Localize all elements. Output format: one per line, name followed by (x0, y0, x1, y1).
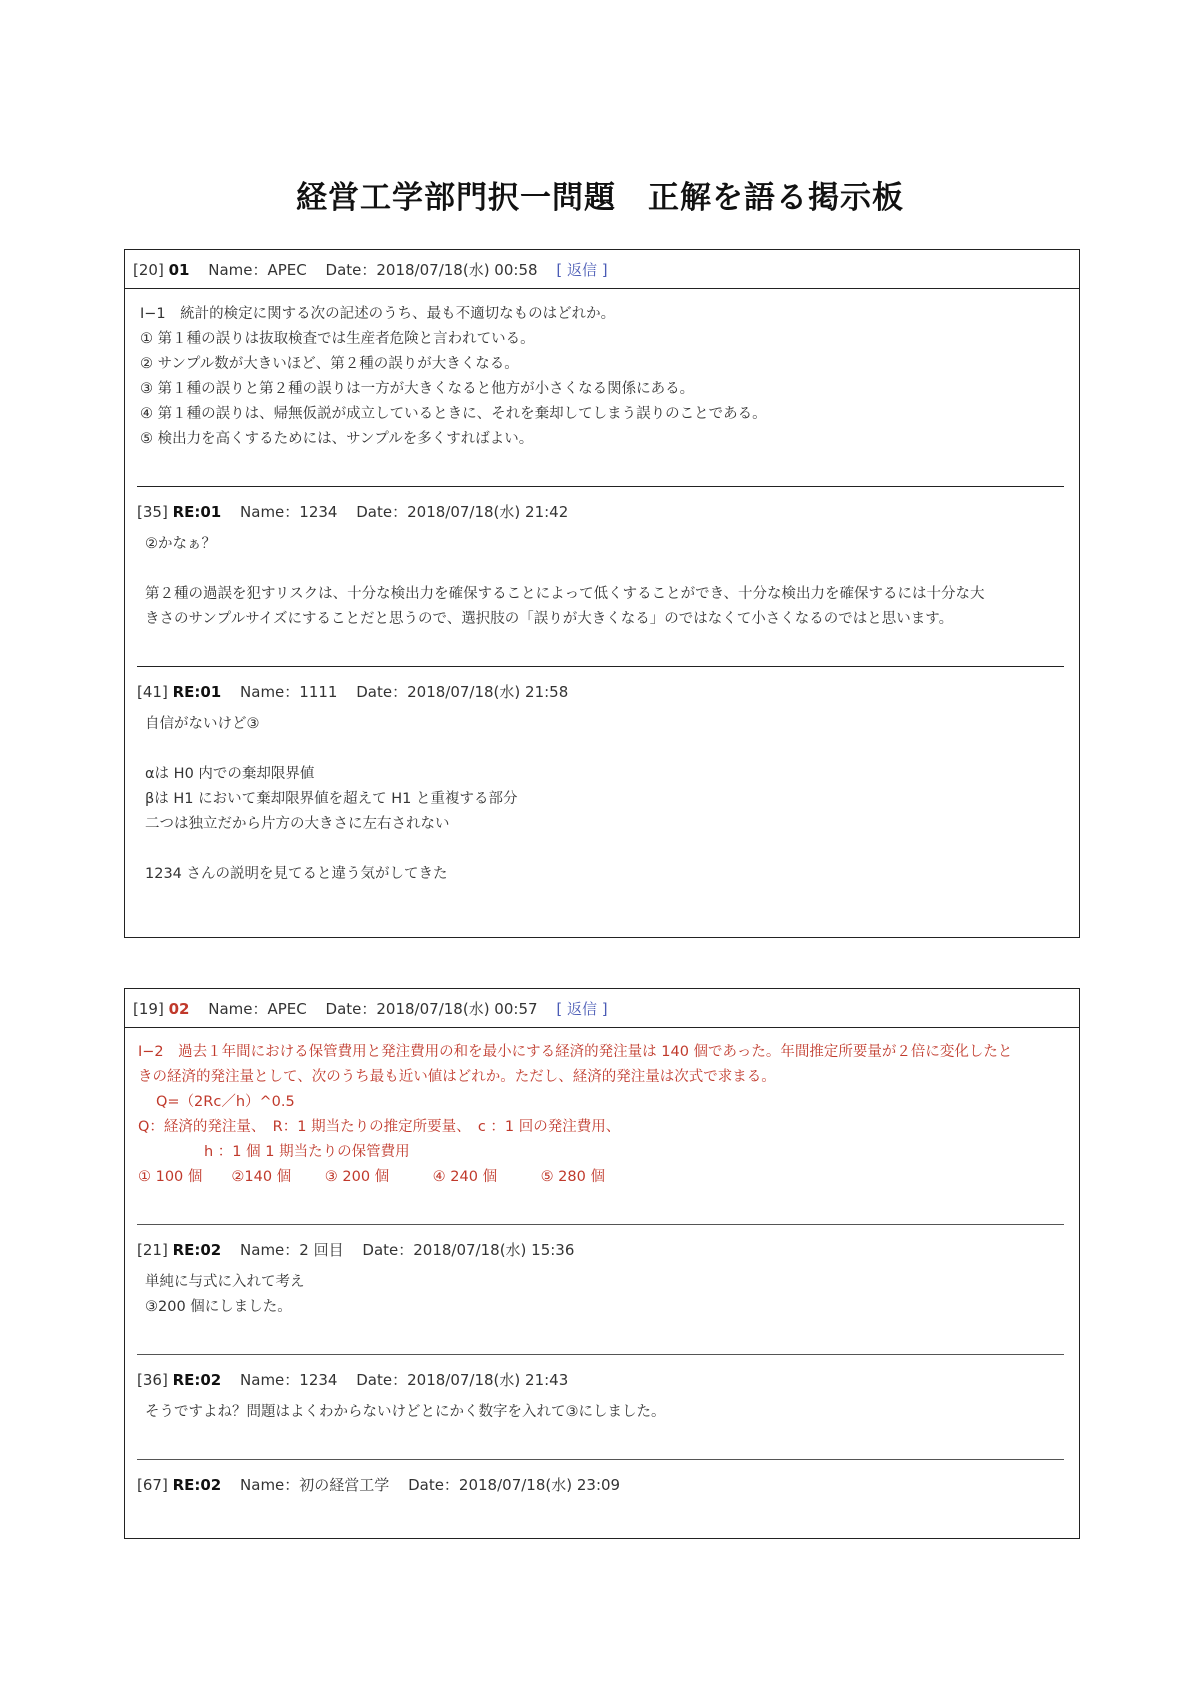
reply-date: Date：2018/07/18(水) 21:58 (356, 683, 569, 701)
reply-line: そうですよね？問題はよくわからないけどとにかく数字を入れて③にしました。 (145, 1404, 666, 1420)
reply-line: きさのサンプルサイズにすることだと思うので、選択肢の「誤りが大きくなる」のではなくて小さくなるのではと思います。 (145, 611, 954, 627)
formula-line: Q=（2Rc／h）^0.5 (156, 1094, 295, 1110)
post-header (125, 250, 1079, 289)
reply-number: RE:02 (172, 1371, 222, 1389)
choice-line: ① 100 個 ②140 個 ③ 200 個 ④ 240 個 ⑤ 280 個 (138, 1169, 605, 1185)
reply-post (125, 667, 1079, 887)
reply-date: Date：2018/07/18(水) 15:36 (362, 1241, 575, 1259)
post-id: [19] (133, 1000, 164, 1018)
question-body (125, 1028, 1079, 1190)
reply-header (125, 1239, 1079, 1260)
reply-id: [36] (137, 1371, 168, 1389)
question-line: Q：経済的発注量、 R：1 期当たりの推定所要量、 c ：1 回の発注費用、 (138, 1119, 621, 1135)
reply-author: Name：2 回目 (240, 1241, 344, 1259)
question-line: Ⅰ−1 統計的検定に関する次の記述のうち、最も不適切なものはどれか。 (140, 306, 616, 322)
reply-id: [41] (137, 683, 168, 701)
reply-author: Name：1111 (240, 683, 338, 701)
reply-post (125, 487, 1079, 632)
post-number: 01 (168, 261, 190, 279)
reply-line: βは H1 において棄却限界値を超えて H1 と重複する部分 (145, 791, 518, 807)
post-author: Name：APEC (208, 261, 307, 279)
question-line: きの経済的発注量として、次のうち最も近い値はどれか。ただし、経済的発注量は次式で求まる。 (138, 1069, 776, 1085)
reply-header (125, 1369, 1079, 1390)
reply-body (125, 522, 1079, 632)
post-date: Date：2018/07/18(水) 00:57 (325, 1000, 538, 1018)
reply-line: 第２種の過誤を犯すリスクは、十分な検出力を確保することによって低くすることができ、十分な検出力を確保するには十分な大 (145, 586, 985, 602)
reply-id: [35] (137, 503, 168, 521)
reply-body (125, 1390, 1079, 1425)
reply-body (125, 702, 1079, 887)
reply-line: 単純に与式に入れて考え (145, 1274, 305, 1290)
reply-date: Date：2018/07/18(水) 21:43 (356, 1371, 569, 1389)
post-date: Date：2018/07/18(水) 00:58 (325, 261, 538, 279)
post-author: Name：APEC (208, 1000, 307, 1018)
thread-post (124, 988, 1080, 1539)
reply-header (125, 1474, 1079, 1495)
reply-id: [21] (137, 1241, 168, 1259)
reply-author: Name：1234 (240, 1371, 338, 1389)
reply-header (125, 501, 1079, 522)
reply-link[interactable]: [ 返信 ] (556, 1000, 608, 1018)
reply-link[interactable]: [ 返信 ] (556, 261, 608, 279)
question-line: h ：1 個 1 期当たりの保管費用 (204, 1144, 410, 1160)
choice-line: ③ 第１種の誤りと第２種の誤りは一方が大きくなると他方が小さくなる関係にある。 (140, 381, 695, 397)
reply-date: Date：2018/07/18(水) 21:42 (356, 503, 569, 521)
choice-line: ④ 第１種の誤りは、帰無仮説が成立しているときに、それを棄却してしまう誤りのことである。 (140, 406, 767, 422)
reply-number: RE:01 (172, 683, 222, 701)
thread-post (124, 249, 1080, 938)
reply-number: RE:01 (172, 503, 222, 521)
post-header (125, 989, 1079, 1028)
choice-line: ⑤ 検出力を高くするためには、サンプルを多くすればよい。 (140, 431, 534, 447)
choice-line: ① 第１種の誤りは抜取検査では生産者危険と言われている。 (140, 331, 535, 347)
reply-line: 二つは独立だから片方の大きさに左右されない (145, 816, 450, 832)
reply-number: RE:02 (172, 1241, 222, 1259)
reply-line: 自信がないけど③ (145, 716, 260, 732)
reply-line: 1234 さんの説明を見てると違う気がしてきた (145, 866, 448, 882)
reply-body (125, 1260, 1079, 1320)
reply-post (125, 1460, 1079, 1495)
question-body (125, 289, 1079, 452)
reply-author: Name：初の経営工学 (240, 1476, 390, 1494)
reply-number: RE:02 (172, 1476, 222, 1494)
question-line: Ⅰ−2 過去１年間における保管費用と発注費用の和を最小にする経済的発注量は 140 個であった。年間推定所要量が２倍に変化したと (138, 1044, 1013, 1060)
reply-header (125, 681, 1079, 702)
reply-post (125, 1225, 1079, 1320)
choice-line: ② サンプル数が大きいほど、第２種の誤りが大きくなる。 (140, 356, 519, 372)
reply-date: Date：2018/07/18(水) 23:09 (408, 1476, 621, 1494)
reply-line: ③200 個にしました。 (145, 1299, 292, 1315)
reply-line: ②かなぁ？ (145, 536, 216, 552)
reply-line: αは H0 内での棄却限界値 (145, 766, 315, 782)
post-id: [20] (133, 261, 164, 279)
reply-author: Name：1234 (240, 503, 338, 521)
reply-id: [67] (137, 1476, 168, 1494)
page-title: 経営工学部門択一問題 正解を語る掲示板 (296, 180, 904, 216)
reply-post (125, 1355, 1079, 1425)
post-number: 02 (168, 1000, 190, 1018)
